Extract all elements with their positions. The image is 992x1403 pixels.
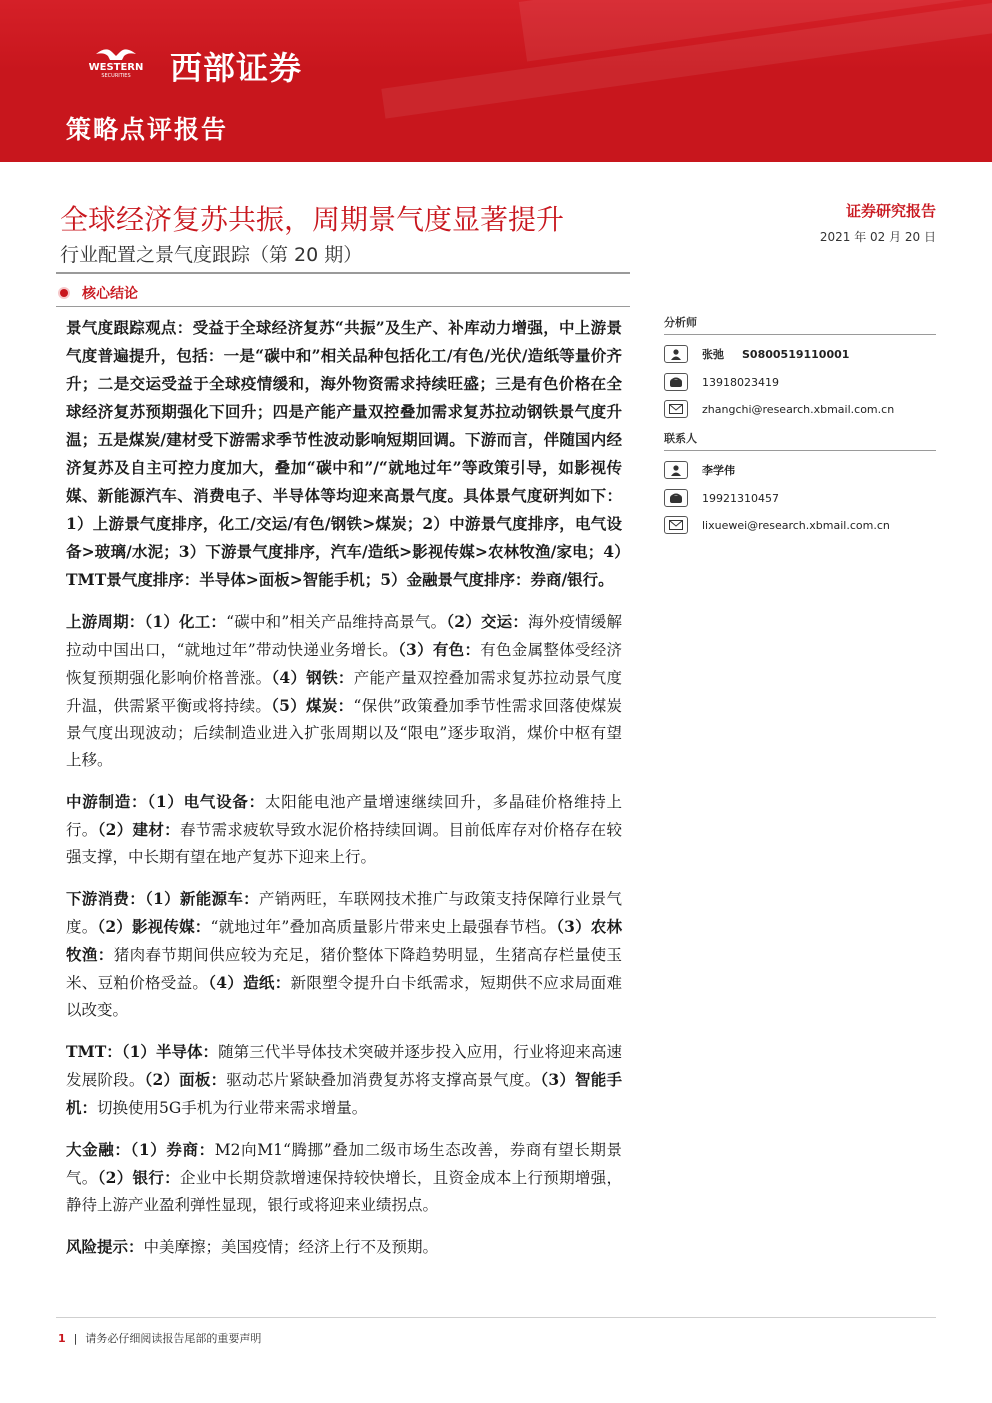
paragraph-label: 大金融：: [66, 1140, 131, 1159]
segment-text: M2向M1“腾挪”叠加二级市场生态改善，券商有望长期景气。: [66, 1141, 622, 1187]
segment-text: 有色金属整体受经济恢复预期强化影响价格普涨。: [66, 641, 622, 687]
company-name: 西部证券: [170, 49, 303, 87]
segment-text: 切换使用5G手机为行业带来需求增量。: [97, 1099, 368, 1117]
bull-logo-icon: [66, 44, 166, 78]
paragraph-text: 受益于全球经济复苏“共振”及生产、补库动力增强，中上游景气度普遍提升，包括：一是“碳中和”相关品种包括化工/有色/光伏/造纸等量价齐升；二是交运受益于全球疫情缓和，海外物资需求持续旺盛；三是有色价格在全球经济复苏预期强化下回升；四是产能产量双控叠加需求复苏拉动钢铁景气度升温；五是煤炭/建材受下游需求季节性波动影响短期回调。下游而言，伴随国内经济复苏及自主可控力度加大，叠加“碳中和”/“就地过年”等政策引导，如影视传媒、新能源汽车、消费电子、半导体等均迎来高景气度。具体景气度研判如下：1）上游景气度排序，化工/交运/有色/钢铁>煤炭；2）中游景气度排序，电气设备>玻璃/水泥；3）下游景气度排序，汽车/造纸>影视传媒>农林牧渔/家电；4）TMT景气度排序：半导体>面板>智能手机；5）金融景气度排序：券商/银行。: [66, 318, 622, 589]
segment-text: 新限塑令提升白卡纸需求，短期供不应求局面难以改变。: [66, 974, 622, 1019]
phone-icon: [664, 373, 688, 391]
contact-name: 李学伟: [702, 464, 735, 477]
header-banner: [0, 0, 992, 162]
analyst-phone-row: [664, 372, 936, 392]
report-date: 2021 年 02 月 20 日: [819, 230, 936, 244]
segment-text: “就地过年”叠加高质量影片带来史上最强春节档。: [210, 918, 557, 936]
segment-heading: （3）有色：: [398, 640, 481, 659]
contact-email[interactable]: lixuewei@research.xbmail.com.cn: [702, 518, 890, 532]
paragraph-label: TMT：: [66, 1042, 122, 1061]
person-icon: [664, 345, 688, 363]
core-paragraph: [66, 1038, 622, 1122]
analyst-cert: S0800519110001: [742, 347, 850, 361]
core-paragraph: [66, 1233, 622, 1261]
segment-heading: （1）化工：: [144, 612, 227, 631]
analyst-name: 张弛: [702, 348, 724, 361]
analyst-section: [664, 314, 936, 335]
contact-heading: 联系人: [664, 430, 936, 451]
segment-heading: （3）农林牧渔：: [66, 917, 622, 964]
segment-heading: （1）券商：: [130, 1140, 215, 1159]
paragraph-label: 下游消费：: [66, 889, 145, 908]
core-divider: [56, 306, 630, 307]
segment-heading: （2）面板：: [144, 1070, 227, 1089]
paragraph-label: 上游周期：: [66, 612, 145, 631]
segment-text: 随第三代半导体技术突破并逐步投入应用，行业将迎来高速发展阶段。: [66, 1043, 622, 1089]
contact-phone-row: [664, 488, 936, 508]
logo-sub-en: SECURITIES: [101, 73, 131, 78]
footer-separator: |: [73, 1332, 78, 1345]
segment-text: 猪肉春节期间供应较为充足，猪价整体下降趋势明显，生猪高存栏量使玉米、豆粕价格受益。: [66, 946, 622, 992]
analyst-email[interactable]: zhangchi@research.xbmail.com.cn: [702, 402, 895, 416]
segment-text: 产能产量双控叠加需求复苏拉动景气度升温，供需紧平衡或将持续。: [66, 669, 622, 715]
person-icon: [664, 461, 688, 479]
segment-heading: （1）电气设备：: [147, 792, 265, 811]
mail-icon: [664, 400, 688, 418]
segment-heading: （4）造纸：: [208, 973, 291, 992]
core-paragraph: [66, 314, 622, 594]
core-paragraph: [66, 608, 622, 774]
footer-notice: 请务必仔细阅读报告尾部的重要声明: [85, 1332, 262, 1345]
segment-text: 产销两旺，车联网技术推广与政策支持保障行业景气度。: [66, 890, 622, 936]
mail-icon: [664, 516, 688, 534]
footer-divider: [56, 1317, 936, 1318]
analyst-email-row: [664, 399, 936, 419]
segment-heading: （5）煤炭：: [271, 696, 354, 715]
segment-text: “碳中和”相关产品维持高景气。: [226, 613, 447, 631]
page-number: 1: [58, 1332, 66, 1345]
core-heading: [60, 283, 138, 303]
core-paragraph: [66, 1136, 622, 1219]
segment-text: “保供”政策叠加季节性需求回落使煤炭景气度出现波动；后续制造业进入扩张周期以及“限电”逐步取消，煤价中枢有望上移。: [66, 697, 622, 769]
report-title: 全球经济复苏共振，周期景气度显著提升: [60, 203, 565, 236]
title-divider: [56, 272, 630, 274]
contact-phone: 19921310457: [702, 491, 779, 505]
segment-text: 海外疫情缓解拉动中国出口，“就地过年”带动快递业务增长。: [66, 613, 622, 659]
footer: [58, 1330, 261, 1346]
bullet-icon: [60, 289, 68, 297]
core-paragraph: [66, 885, 622, 1024]
logo-text-en: WESTERN: [88, 62, 144, 73]
segment-heading: （2）交运：: [446, 612, 529, 631]
paragraph-label: 景气度跟踪观点：: [66, 318, 193, 337]
report-category: 证券研究报告: [845, 202, 936, 220]
segment-text: 中美摩擦；美国疫情；经济上行不及预期。: [143, 1238, 439, 1256]
analyst-heading: 分析师: [664, 314, 936, 335]
core-heading-label: 核心结论: [82, 286, 138, 302]
analyst-name-row: [664, 344, 936, 364]
paragraph-label: 中游制造：: [66, 792, 148, 811]
segment-heading: （1）新能源车：: [145, 889, 259, 908]
segment-heading: （2）银行：: [97, 1168, 180, 1187]
report-type: 策略点评报告: [66, 115, 229, 144]
segment-text: 企业中长期贷款增速保持较快增长，且资金成本上行预期增强，静待上游产业盈利弹性显现，银行或将迎来业绩拐点。: [66, 1169, 622, 1214]
analyst-phone: 13918023419: [702, 375, 779, 389]
core-body: [66, 314, 622, 1275]
segment-heading: （2）建材：: [97, 820, 180, 839]
segment-heading: （2）影视传媒：: [97, 917, 211, 936]
paragraph-label: 风险提示：: [66, 1237, 144, 1256]
segment-heading: （1）半导体：: [121, 1042, 219, 1061]
contact-name-row: [664, 460, 936, 480]
contact-section: [664, 430, 936, 451]
segment-text: 驱动芯片紧缺叠加消费复苏将支撑高景气度。: [226, 1071, 541, 1089]
segment-text: 春节需求疲软导致水泥价格持续回调。目前低库存对价格存在较强支撑，中长期有望在地产复苏下迎来上行。: [66, 821, 622, 866]
segment-heading: （4）钢铁：: [271, 668, 354, 687]
report-subtitle: 行业配置之景气度跟踪（第 20 期）: [60, 244, 363, 266]
phone-icon: [664, 489, 688, 507]
segment-text: 太阳能电池产量增速继续回升，多晶硅价格维持上行。: [66, 793, 622, 839]
core-paragraph: [66, 788, 622, 871]
segment-heading: （3）智能手机：: [66, 1070, 622, 1117]
contact-email-row: [664, 515, 936, 535]
